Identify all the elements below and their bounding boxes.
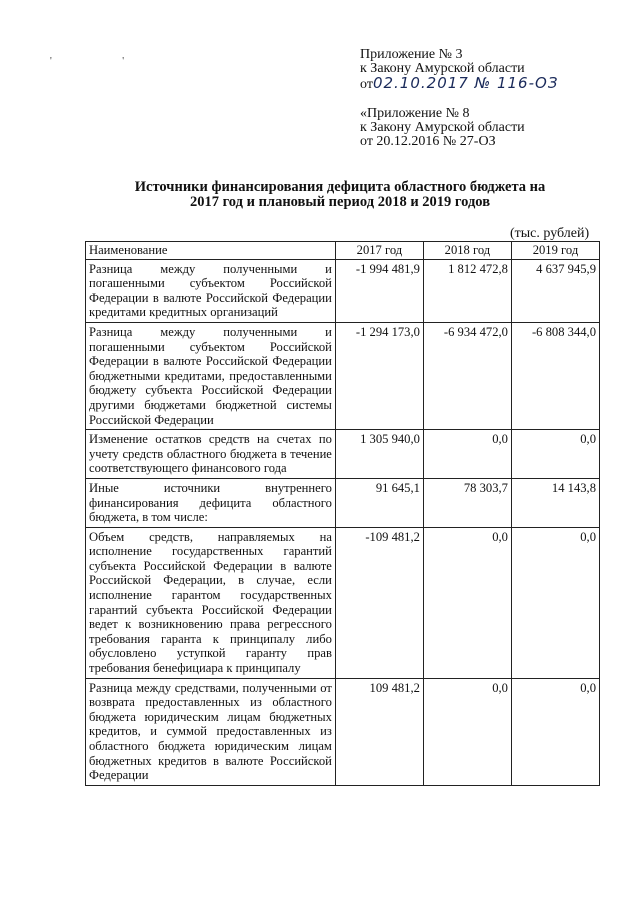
appendix-8-title: «Приложение № 8 — [360, 106, 470, 121]
row-name: Разница между полученными и погашенными субъектом Российской Федерации в валюте Российской Федерации кредитами кредитных организаций — [86, 259, 336, 322]
row-name: Объем средств, направляемых на исполнение государственных гарантий субъекта Российской Федерации в валюте Российской Федерации, в случае, если исполнение гарантом государственных гарантий субъекта Российской Федерации ведет к возникновению права регрессного требования гаранта к принципалу либо обусловлено уступкой гаранту прав требования бенефициара к принципалу — [86, 527, 336, 678]
row-2019: 0,0 — [511, 430, 599, 479]
row-2019: 14 143,8 — [511, 478, 599, 527]
appendix-3-law: к Закону Амурской области — [360, 61, 525, 76]
row-name: Иные источники внутреннего финансирования дефицита областного бюджета, в том числе: — [86, 478, 336, 527]
handwritten-number: 116-ОЗ — [496, 74, 559, 92]
row-2018: 1 812 472,8 — [423, 259, 511, 322]
table-row — [86, 430, 600, 479]
table-header-row — [86, 242, 600, 260]
table-row — [86, 527, 600, 678]
row-2019: 0,0 — [511, 678, 599, 785]
row-2017: 1 305 940,0 — [335, 430, 423, 479]
table-row — [86, 322, 600, 429]
row-2019: -6 808 344,0 — [511, 322, 599, 429]
table-row — [86, 259, 600, 322]
page-title: Источники финансирования дефицита областного бюджета на 2017 год и плановый период 2018 и 2019 годов — [134, 179, 546, 210]
row-2018: -6 934 472,0 — [423, 322, 511, 429]
handwritten-date: 02.10.2017 — [372, 74, 469, 92]
appendix-3-date-prefix: от — [360, 77, 373, 92]
row-name: Разница между полученными и погашенными субъектом Российской Федерации в валюте Российской Федерации бюджетными кредитами, предоставленными бюджету субъекта Российской Федерации другими бюджетами бюджетной системы Российской Федерации — [86, 322, 336, 429]
row-2018: 78 303,7 — [423, 478, 511, 527]
appendix-3-date-line — [360, 76, 558, 92]
row-name: Изменение остатков средств на счетах по учету средств областного бюджета в течение соответствующего финансового года — [86, 430, 336, 479]
row-2019: 0,0 — [511, 527, 599, 678]
scan-specks: ' ' — [50, 56, 159, 67]
appendix-8-date: от 20.12.2016 № 27-ОЗ — [360, 134, 496, 149]
row-2019: 4 637 945,9 — [511, 259, 599, 322]
appendix-3-title: Приложение № 3 — [360, 47, 463, 62]
row-2018: 0,0 — [423, 527, 511, 678]
appendix-3-block — [360, 48, 558, 92]
table-row — [86, 678, 600, 785]
table-row — [86, 478, 600, 527]
header-2019: 2019 год — [511, 242, 599, 260]
row-2018: 0,0 — [423, 430, 511, 479]
row-2017: -1 294 173,0 — [335, 322, 423, 429]
row-2017: 91 645,1 — [335, 478, 423, 527]
header-2017: 2017 год — [335, 242, 423, 260]
row-2017: -1 994 481,9 — [335, 259, 423, 322]
row-2017: -109 481,2 — [335, 527, 423, 678]
appendix-8-law: к Закону Амурской области — [360, 120, 525, 135]
handwritten-number-sign: № — [468, 74, 497, 92]
header-2018: 2018 год — [423, 242, 511, 260]
appendix-8-block — [360, 107, 525, 149]
row-name: Разница между средствами, полученными от возврата предоставленных из областного бюджета юридическим лицам бюджетных кредитов, и суммой предоставленных из областного бюджета юридическим лицам бюджетных кредитов в валюте Российской Федерации — [86, 678, 336, 785]
units-label: (тыс. рублей) — [510, 226, 590, 241]
financing-table — [85, 241, 600, 786]
row-2018: 0,0 — [423, 678, 511, 785]
header-name: Наименование — [86, 242, 336, 260]
row-2017: 109 481,2 — [335, 678, 423, 785]
